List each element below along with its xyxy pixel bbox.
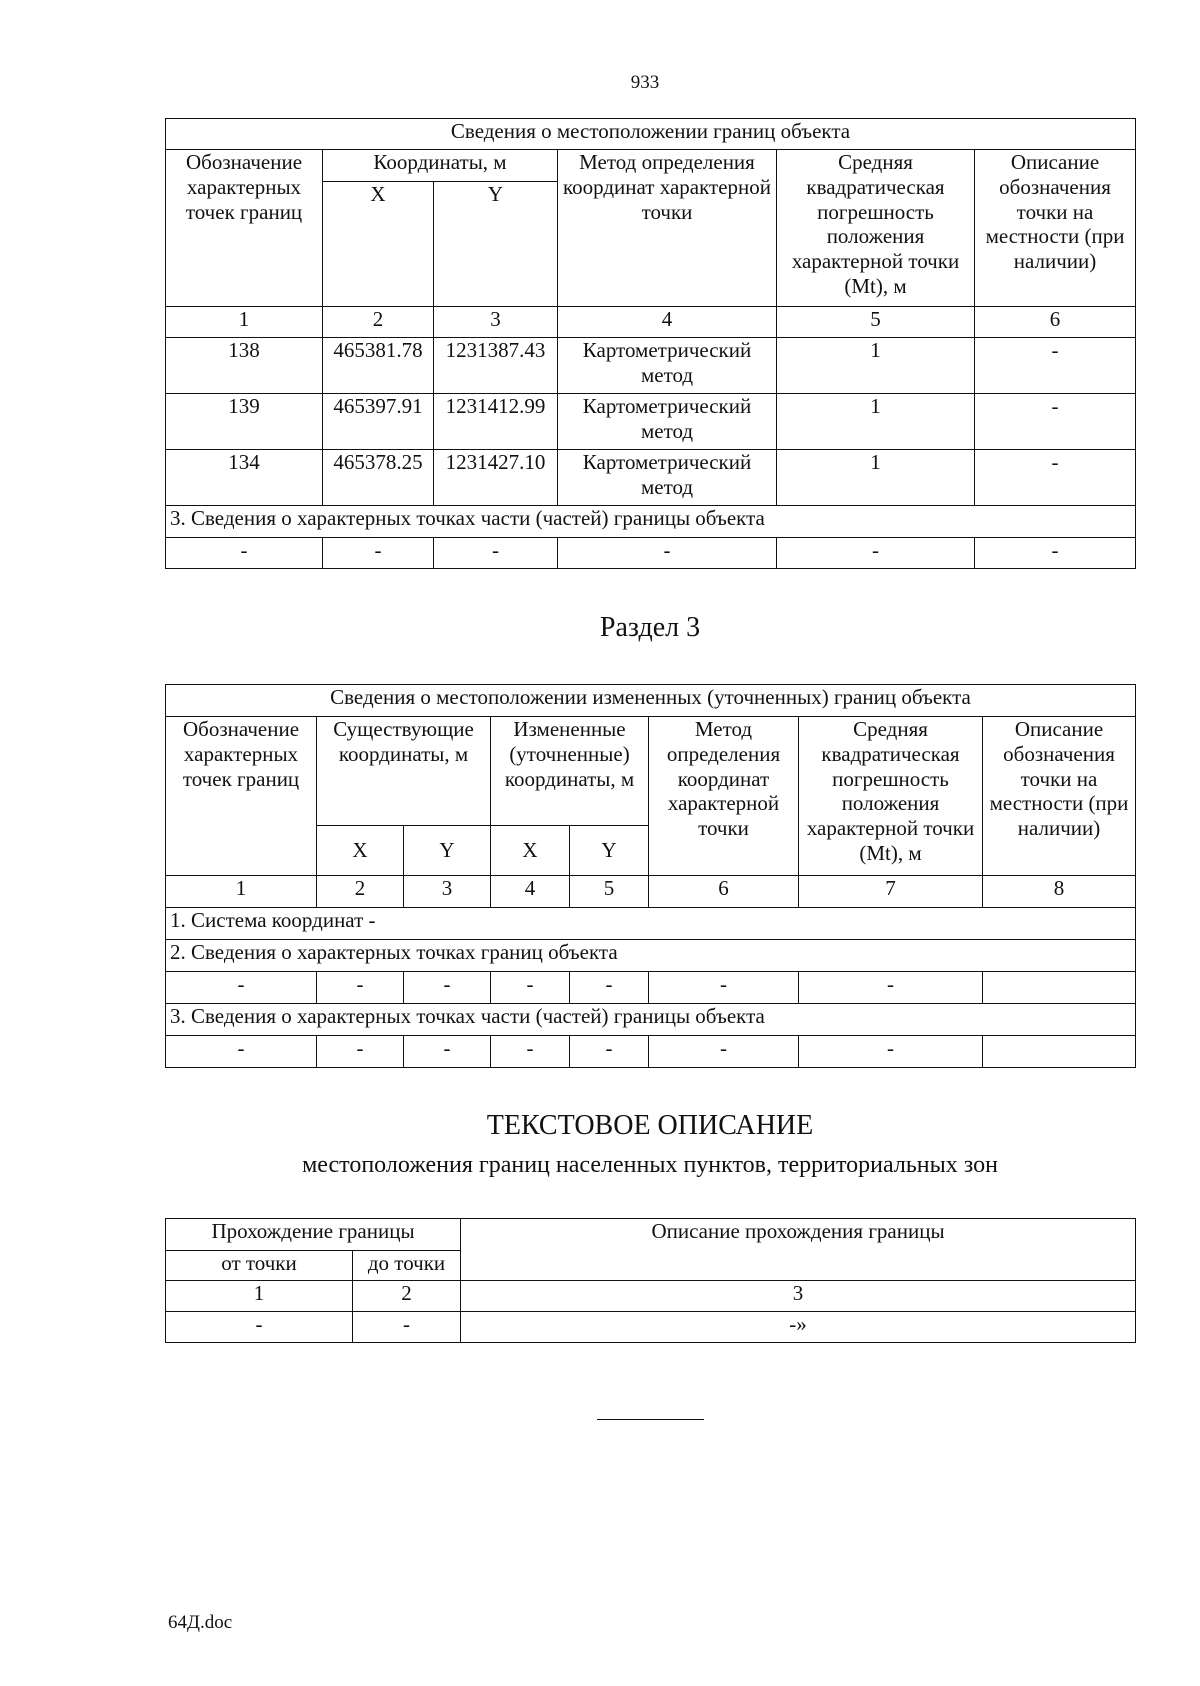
header-designation: Обозначение характерных точек границ bbox=[166, 717, 317, 876]
cell-empty: - bbox=[404, 1036, 491, 1068]
column-number: 8 bbox=[983, 876, 1136, 908]
cell-empty: - bbox=[323, 538, 434, 569]
header-y: Y bbox=[570, 826, 649, 876]
boundary-location-table bbox=[165, 118, 1136, 569]
cell-empty: - bbox=[166, 1036, 317, 1068]
header-coordinates: Координаты, м bbox=[323, 150, 558, 182]
header-error: Средняя квадратическая погрешность положения характерной точки (Mt), м bbox=[777, 150, 975, 307]
cell-x: 465378.25 bbox=[323, 450, 434, 506]
cell-empty: - bbox=[166, 1312, 353, 1343]
coordinate-system-row: 1. Система координат - bbox=[166, 908, 1136, 940]
cell-empty: - bbox=[166, 538, 323, 569]
header-error: Средняя квадратическая погрешность положения характерной точки (Mt), м bbox=[799, 717, 983, 876]
table-row bbox=[166, 972, 1136, 1004]
cell-error: 1 bbox=[777, 394, 975, 450]
header-description: Описание обозначения точки на местности (при наличии) bbox=[975, 150, 1136, 307]
cell-method: Картометрический метод bbox=[558, 338, 777, 394]
boundary-passage-table bbox=[165, 1218, 1136, 1343]
cell-point: 139 bbox=[166, 394, 323, 450]
header-method: Метод определения координат характерной точки bbox=[649, 717, 799, 876]
points-section-title: 2. Сведения о характерных точках границ объекта bbox=[166, 940, 1136, 972]
header-x: X bbox=[491, 826, 570, 876]
cell-empty bbox=[983, 972, 1136, 1004]
cell-empty: - bbox=[649, 972, 799, 1004]
cell-error: 1 bbox=[777, 338, 975, 394]
column-number: 1 bbox=[166, 1281, 353, 1312]
cell-empty: - bbox=[317, 972, 404, 1004]
cell-empty: - bbox=[491, 972, 570, 1004]
header-passage: Прохождение границы bbox=[166, 1219, 461, 1251]
column-number: 6 bbox=[649, 876, 799, 908]
cell-empty: - bbox=[353, 1312, 461, 1343]
column-number: 7 bbox=[799, 876, 983, 908]
header-x: X bbox=[317, 826, 404, 876]
table-title: Сведения о местоположении измененных (уточненных) границ объекта bbox=[166, 685, 1136, 717]
cell-empty: - bbox=[799, 1036, 983, 1068]
header-existing-coordinates: Существующие координаты, м bbox=[317, 717, 491, 826]
table-row bbox=[166, 450, 1136, 506]
column-number: 4 bbox=[558, 307, 777, 338]
header-from-point: от точки bbox=[166, 1251, 353, 1281]
changed-boundaries-table bbox=[165, 684, 1136, 1068]
cell-empty: - bbox=[558, 538, 777, 569]
cell-empty: - bbox=[434, 538, 558, 569]
cell-empty: - bbox=[777, 538, 975, 569]
table-row bbox=[166, 1312, 1136, 1343]
section-title: Раздел 3 bbox=[599, 612, 701, 643]
column-number: 3 bbox=[434, 307, 558, 338]
header-method: Метод определения координат характерной точки bbox=[558, 150, 777, 307]
cell-y: 1231427.10 bbox=[434, 450, 558, 506]
header-designation: Обозначение характерных точек границ bbox=[166, 150, 323, 307]
column-number: 1 bbox=[166, 876, 317, 908]
text-description-subtitle: местоположения границ населенных пунктов, территориальных зон bbox=[302, 1152, 998, 1178]
cell-x: 465381.78 bbox=[323, 338, 434, 394]
column-number: 2 bbox=[353, 1281, 461, 1312]
part-section-title: 3. Сведения о характерных точках части (частей) границы объекта bbox=[166, 506, 1136, 538]
header-description: Описание обозначения точки на местности (при наличии) bbox=[983, 717, 1136, 876]
column-number: 5 bbox=[570, 876, 649, 908]
cell-empty: - bbox=[317, 1036, 404, 1068]
header-x: X bbox=[323, 182, 434, 307]
table-row bbox=[166, 338, 1136, 394]
text-description-title: ТЕКСТОВОЕ ОПИСАНИЕ bbox=[486, 1110, 814, 1141]
column-number: 3 bbox=[461, 1281, 1136, 1312]
table-title: Сведения о местоположении границ объекта bbox=[166, 119, 1136, 150]
cell-y: 1231412.99 bbox=[434, 394, 558, 450]
column-number: 3 bbox=[404, 876, 491, 908]
cell-method: Картометрический метод bbox=[558, 450, 777, 506]
cell-empty: - bbox=[491, 1036, 570, 1068]
table-row bbox=[166, 394, 1136, 450]
part-section-title: 3. Сведения о характерных точках части (частей) границы объекта bbox=[166, 1004, 1136, 1036]
cell-empty: - bbox=[570, 1036, 649, 1068]
cell-method: Картометрический метод bbox=[558, 394, 777, 450]
cell-point: 138 bbox=[166, 338, 323, 394]
column-number: 6 bbox=[975, 307, 1136, 338]
table-row bbox=[166, 1036, 1136, 1068]
header-y: Y bbox=[404, 826, 491, 876]
footer-divider bbox=[597, 1419, 704, 1420]
cell-empty: - bbox=[570, 972, 649, 1004]
footer-document-name: 64Д.doc bbox=[168, 1612, 233, 1633]
cell-error: 1 bbox=[777, 450, 975, 506]
cell-empty: -» bbox=[461, 1312, 1136, 1343]
cell-desc: - bbox=[975, 394, 1136, 450]
column-number: 5 bbox=[777, 307, 975, 338]
header-changed-coordinates: Измененные (уточненные) координаты, м bbox=[491, 717, 649, 826]
column-number: 4 bbox=[491, 876, 570, 908]
header-passage-description: Описание прохождения границы bbox=[461, 1219, 1136, 1281]
header-to-point: до точки bbox=[353, 1251, 461, 1281]
column-number: 2 bbox=[317, 876, 404, 908]
cell-empty bbox=[983, 1036, 1136, 1068]
cell-x: 465397.91 bbox=[323, 394, 434, 450]
page-number: 933 bbox=[630, 72, 660, 93]
column-number: 2 bbox=[323, 307, 434, 338]
cell-desc: - bbox=[975, 450, 1136, 506]
header-y: Y bbox=[434, 182, 558, 307]
cell-empty: - bbox=[975, 538, 1136, 569]
table-row bbox=[166, 538, 1136, 569]
cell-empty: - bbox=[166, 972, 317, 1004]
cell-y: 1231387.43 bbox=[434, 338, 558, 394]
cell-empty: - bbox=[649, 1036, 799, 1068]
cell-desc: - bbox=[975, 338, 1136, 394]
cell-empty: - bbox=[404, 972, 491, 1004]
cell-empty: - bbox=[799, 972, 983, 1004]
column-number: 1 bbox=[166, 307, 323, 338]
cell-point: 134 bbox=[166, 450, 323, 506]
